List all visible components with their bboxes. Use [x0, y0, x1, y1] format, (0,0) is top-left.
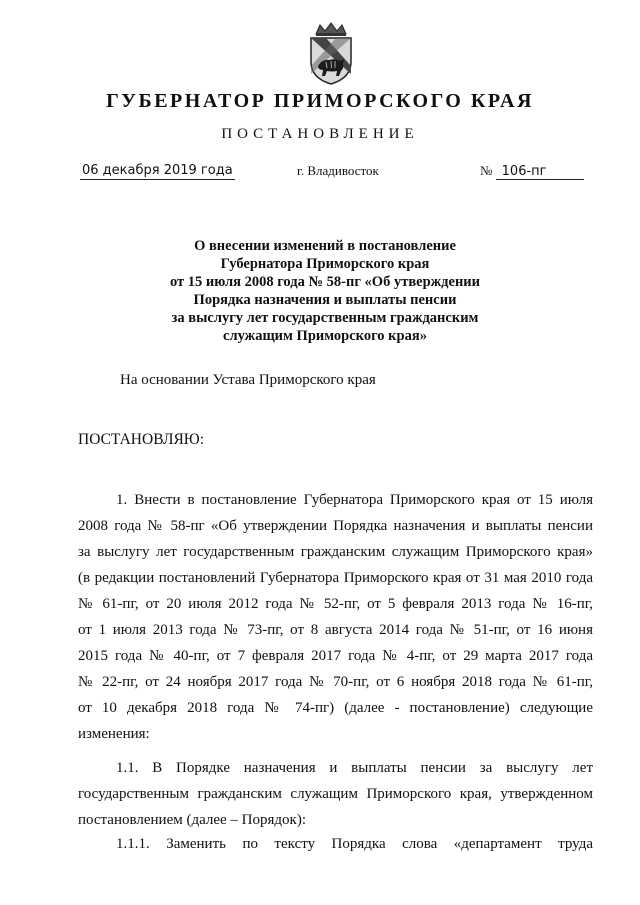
coat-of-arms-icon [302, 22, 360, 86]
document-subject [120, 237, 530, 345]
document-type: ПОСТАНОВЛЕНИЕ [221, 126, 419, 142]
document-date [80, 163, 235, 178]
paragraph-1-1-1 [78, 831, 593, 857]
document-number [480, 163, 584, 180]
text-line: № 22-пг, от 24 ноября 2017 года № 70-пг, от 6 ноября 2018 года № 61-пг, [78, 674, 593, 690]
subject-line: от 15 июля 2008 года № 58-пг «Об утверждении [169, 274, 481, 290]
text-line: постановлением (далее – Порядок): [78, 812, 306, 828]
text-line: за выслугу лет государственным гражданским служащим Приморского края» [78, 544, 593, 560]
text-line: 1.1. В Порядке назначения и выплаты пенсии за выслугу лет [116, 760, 593, 776]
subject-line: Губернатора Приморского края [220, 256, 430, 272]
subject-line: Порядка назначения и выплаты пенсии [193, 292, 457, 308]
subject-line: за выслугу лет государственным гражданским [171, 310, 479, 326]
number-value: 106-пг [496, 164, 584, 180]
text-line: 2008 года № 58-пг «Об утверждении Порядка назначения и выплаты пенсии [78, 518, 593, 534]
text-line: № 61-пг, от 20 июля 2012 года № 52-пг, от 5 февраля 2013 года № 16-пг, [78, 596, 593, 612]
text-line: 1.1.1. Заменить по тексту Порядка слова «департамент труда [116, 836, 593, 852]
legal-basis: На основании Устава Приморского края [120, 372, 376, 388]
text-line: (в редакции постановлений Губернатора Приморского края от 31 мая 2010 года [78, 570, 593, 586]
text-line: изменения: [78, 726, 150, 742]
subject-line: служащим Приморского края» [223, 328, 427, 344]
text-line: государственным гражданским служащим Приморского края, утвержденном [78, 786, 593, 802]
text-line: от 10 декабря 2018 года № 74-пг) (далее - постановление) следующие [78, 700, 593, 716]
date-value: 06 декабря 2019 года [82, 163, 233, 178]
text-line: 2015 года № 40-пг, от 7 февраля 2017 года № 4-пг, от 29 марта 2017 года [78, 648, 593, 664]
issuing-authority: ГУБЕРНАТОР ПРИМОРСКОГО КРАЯ [106, 90, 534, 112]
document-city: г. Владивосток [297, 163, 379, 178]
decree-word: ПОСТАНОВЛЯЮ: [78, 431, 205, 448]
paragraph-1-1 [78, 755, 593, 833]
number-label: № [480, 163, 493, 178]
text-line: от 1 июля 2013 года № 73-пг, от 8 августа 2014 года № 51-пг, от 16 июня [78, 622, 593, 638]
text-line: 1. Внести в постановление Губернатора Приморского края от 15 июля [116, 492, 593, 508]
subject-line: О внесении изменений в постановление [194, 238, 456, 254]
paragraph-1 [78, 487, 593, 747]
